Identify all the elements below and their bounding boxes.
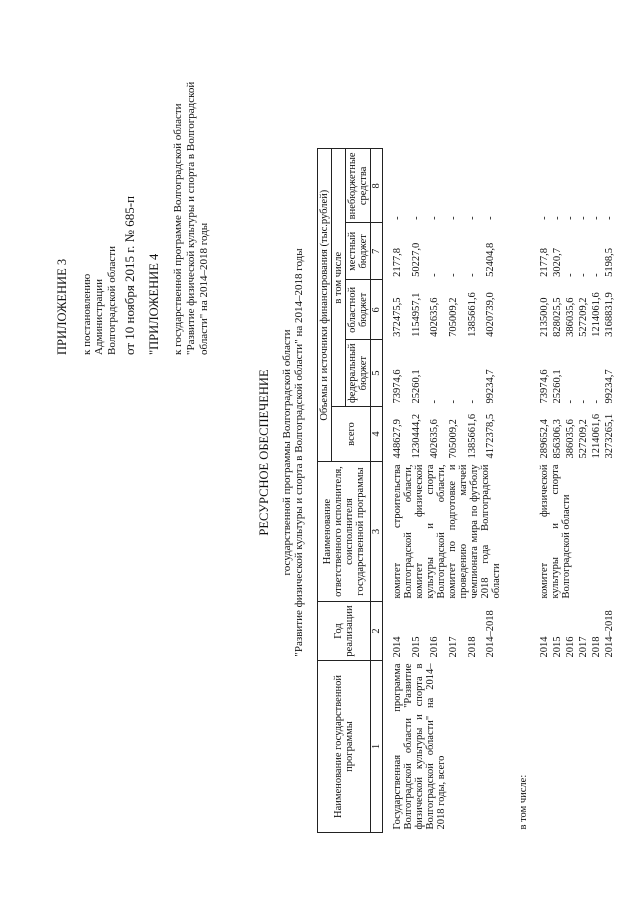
row-regional: 705009,2 bbox=[447, 297, 459, 337]
row-extra: - bbox=[591, 216, 602, 220]
row-year: 2015 bbox=[552, 636, 563, 658]
annex-ref2: "Развитие физической культуры и спорта в Волгоградской bbox=[185, 81, 197, 355]
header-name: Наименование государственной программы bbox=[318, 661, 371, 833]
row-federal: - bbox=[565, 400, 576, 404]
row-regional: 828025,5 bbox=[552, 297, 563, 337]
colnum-4: 4 bbox=[371, 407, 383, 462]
row-total: 856306,3 bbox=[552, 419, 563, 459]
annex-ref1: к государственной программе Волгоградской области bbox=[172, 103, 184, 355]
row-extra: - bbox=[466, 216, 478, 220]
resource-table bbox=[317, 148, 616, 833]
row-local: - bbox=[447, 273, 459, 277]
row-total: 448627,9 bbox=[392, 419, 403, 459]
annex-title: ПРИЛОЖЕНИЕ 3 bbox=[55, 258, 69, 355]
row-extra: - bbox=[392, 216, 403, 220]
page-title: РЕСУРСНОЕ ОБЕСПЕЧЕНИЕ bbox=[257, 369, 271, 536]
row-local: 2177,8 bbox=[392, 247, 403, 277]
row-total: 386035,6 bbox=[565, 419, 576, 459]
row-regional: 1385661,6 bbox=[466, 292, 478, 337]
row-year: 2014 bbox=[539, 636, 550, 658]
header-regional: областной бюджет bbox=[346, 280, 371, 340]
annex4-title: "ПРИЛОЖЕНИЕ 4 bbox=[147, 253, 161, 355]
header-funding: Объемы и источники финансирования (тыс.рублей) bbox=[318, 149, 332, 462]
row-federal: 25260,1 bbox=[410, 369, 422, 404]
row-local: 3020,7 bbox=[552, 247, 563, 277]
annex-line2: Администрации bbox=[93, 278, 105, 355]
row-extra: - bbox=[485, 216, 497, 220]
row-federal: 25260,1 bbox=[552, 369, 563, 404]
row-year: 2016 bbox=[429, 636, 441, 658]
row-total: 527209,2 bbox=[578, 419, 589, 459]
executor-main: комитет строительства Волгоградской области, комитет физической культуры и спорта Волгоградской области, комитет по подготовке и проведению матчей чемпионата мира по футболу 2018 года Волгоградской области bbox=[392, 464, 502, 599]
row-regional: 372475,5 bbox=[392, 297, 403, 337]
row-extra: - bbox=[552, 216, 563, 220]
row-total: 4172378,5 bbox=[485, 413, 497, 459]
colnum-3: 3 bbox=[371, 462, 383, 602]
row-federal: - bbox=[578, 400, 589, 404]
row-extra: - bbox=[565, 216, 576, 220]
annex-ref3: области" на 2014–2018 годы bbox=[198, 222, 210, 355]
row-total: 289652,4 bbox=[539, 419, 550, 459]
incl-label: в том числе: bbox=[518, 774, 529, 830]
program-name: Государственная программа Волгоградской области "Развитие физической культуры и спорта в Волгоградской области" на 2014–2018 годы, всего bbox=[392, 663, 447, 830]
annex-line1: к постановлению bbox=[81, 273, 93, 355]
row-extra: - bbox=[410, 216, 422, 220]
row-local: - bbox=[565, 273, 576, 277]
row-year: 2016 bbox=[565, 636, 576, 658]
row-regional: 1154957,1 bbox=[410, 292, 422, 337]
row-regional: 213500,0 bbox=[539, 297, 550, 337]
row-regional: 4020739,0 bbox=[485, 292, 497, 337]
header-incl: в том числе bbox=[332, 149, 346, 407]
sub-executor: комитет физической культуры и спорта Волгоградской области bbox=[539, 464, 572, 599]
row-federal: 99234,7 bbox=[604, 369, 615, 404]
row-total: 1385661,6 bbox=[466, 413, 478, 459]
annex-line3: Волгоградской области bbox=[106, 246, 118, 355]
row-federal: 73974,6 bbox=[539, 369, 550, 404]
header-federal: федеральный бюджет bbox=[346, 340, 371, 407]
row-federal: 73974,6 bbox=[392, 369, 403, 404]
row-year: 2014–2018 bbox=[604, 610, 615, 658]
row-extra: - bbox=[604, 216, 615, 220]
row-federal: - bbox=[447, 400, 459, 404]
row-federal: - bbox=[466, 400, 478, 404]
row-local: 2177,8 bbox=[539, 247, 550, 277]
colnum-5: 5 bbox=[371, 340, 383, 407]
row-local: 52404,8 bbox=[485, 242, 497, 277]
header-local: местный бюджет bbox=[346, 223, 371, 280]
row-year: 2018 bbox=[466, 636, 478, 658]
row-regional: 527209,2 bbox=[578, 297, 589, 337]
row-local: 50227,0 bbox=[410, 242, 422, 277]
row-local: - bbox=[591, 273, 602, 277]
row-year: 2014 bbox=[392, 636, 403, 658]
row-regional: 1214061,6 bbox=[591, 292, 602, 337]
row-local: - bbox=[578, 273, 589, 277]
row-federal: - bbox=[429, 400, 441, 404]
row-local: - bbox=[466, 273, 478, 277]
header-executor: Наименование ответственного исполнителя, соисполнителя государственной программы bbox=[318, 462, 371, 602]
row-total: 402635,6 bbox=[429, 419, 441, 459]
row-year: 2018 bbox=[591, 636, 602, 658]
colnum-7: 7 bbox=[371, 223, 383, 280]
row-extra: - bbox=[447, 216, 459, 220]
row-extra: - bbox=[539, 216, 550, 220]
colnum-2: 2 bbox=[371, 602, 383, 661]
row-regional: 3168831,9 bbox=[604, 292, 615, 337]
row-federal: 99234,7 bbox=[485, 369, 497, 404]
annex-date: от 10 ноября 2015 г. № 685-п bbox=[122, 195, 137, 355]
row-year: 2015 bbox=[410, 636, 422, 658]
row-year: 2017 bbox=[447, 636, 459, 658]
row-extra: - bbox=[429, 216, 441, 220]
header-year: Год реализации bbox=[318, 602, 371, 661]
colnum-6: 6 bbox=[371, 280, 383, 340]
colnum-1: 1 bbox=[371, 661, 383, 833]
row-extra: - bbox=[578, 216, 589, 220]
page-subtitle-1: государственной программы Волгоградской области bbox=[281, 329, 293, 576]
header-extra: внебюджетные средства bbox=[346, 149, 371, 223]
row-local: 5198,5 bbox=[604, 247, 615, 277]
row-total: 705009,2 bbox=[447, 419, 459, 459]
page-subtitle-2: "Развитие физической культуры и спорта в Волгоградской области" на 2014–2018 годы bbox=[293, 248, 305, 657]
row-regional: 402635,6 bbox=[429, 297, 441, 337]
row-total: 1214061,6 bbox=[591, 413, 602, 459]
table-row bbox=[391, 149, 410, 833]
header-total: всего bbox=[332, 407, 371, 462]
row-federal: - bbox=[591, 400, 602, 404]
table-row bbox=[538, 149, 551, 833]
row-regional: 386035,6 bbox=[565, 297, 576, 337]
row-local: - bbox=[429, 273, 441, 277]
row-total: 1230444,2 bbox=[410, 413, 422, 459]
row-year: 2017 bbox=[578, 636, 589, 658]
row-total: 3273265,1 bbox=[604, 413, 615, 459]
colnum-8: 8 bbox=[371, 149, 383, 223]
row-year: 2014–2018 bbox=[485, 610, 497, 658]
